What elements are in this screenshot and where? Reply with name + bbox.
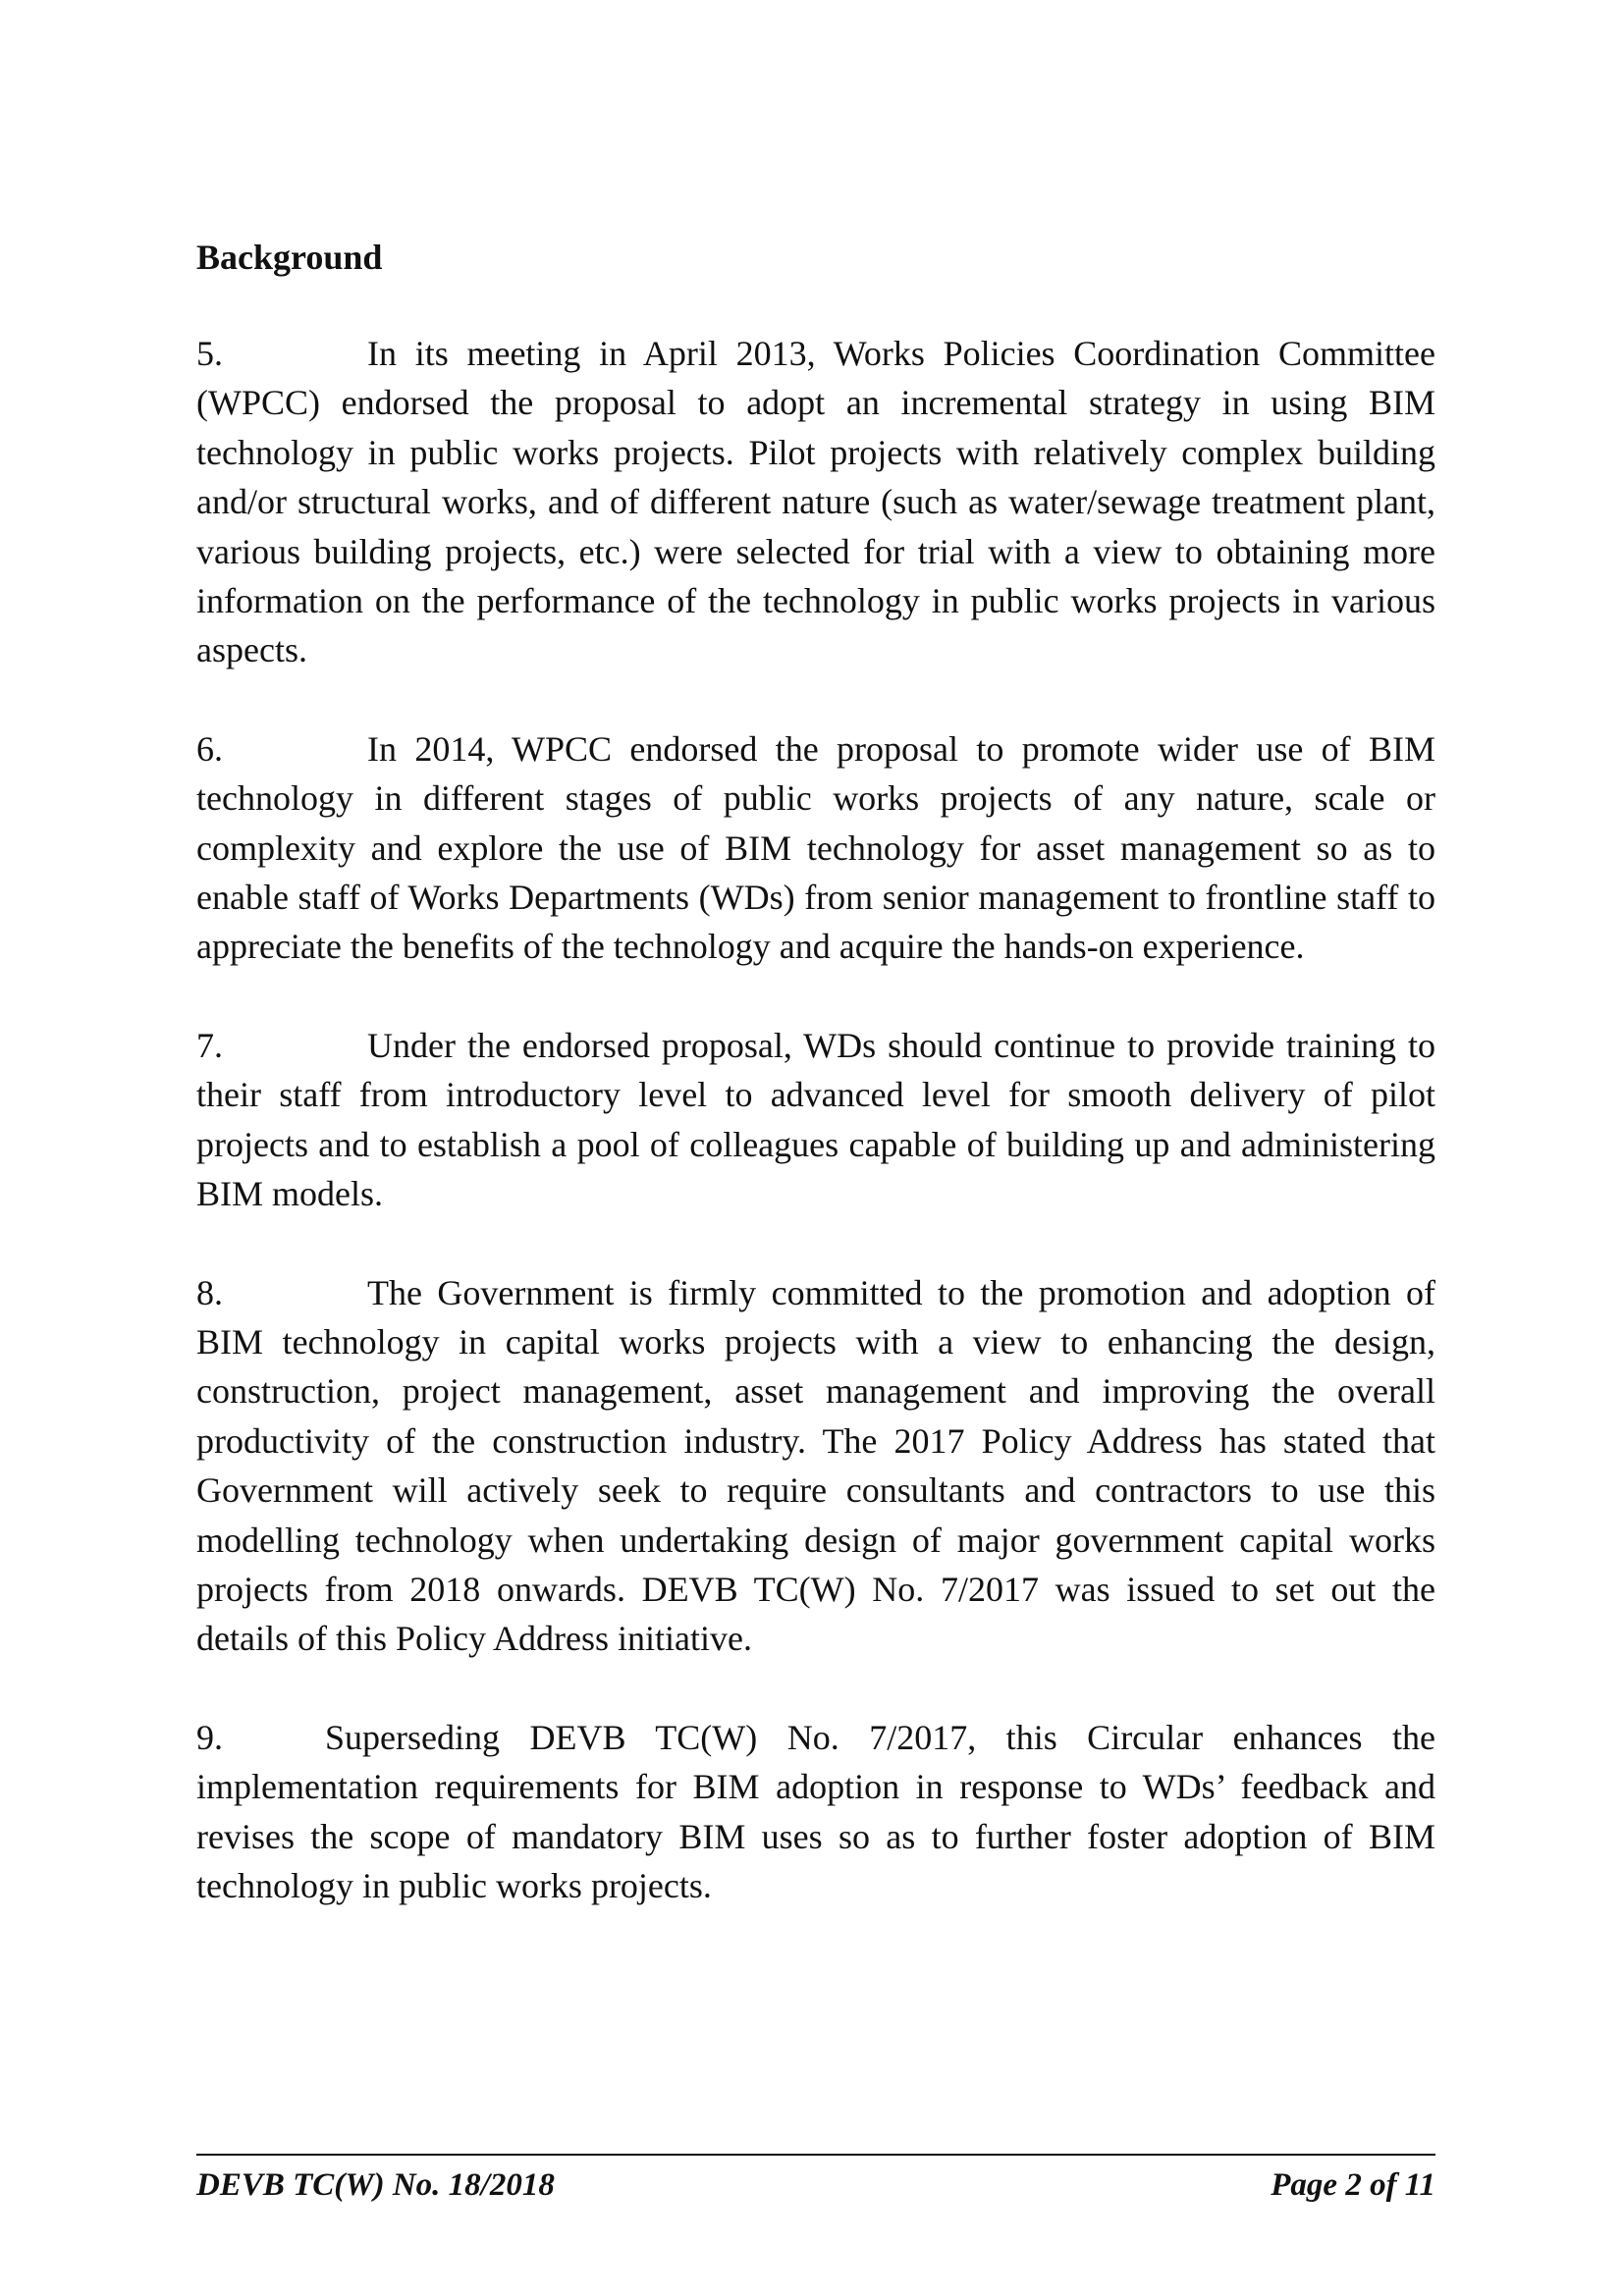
- paragraph-text: In 2014, WPCC endorsed the proposal to promote wider use of BIM technology in different stages of public works projects of any nature, scale or complexity and explore the use of BIM technology for asset management so as to enable staff of Works Departments (WDs) from senior management to frontline staff to appreciate the benefits of the technology and acquire the hands-on experience.: [196, 728, 1435, 967]
- page-footer: [196, 2154, 1435, 2207]
- footer-document-ref: DEVB TC(W) No. 18/2018: [196, 2167, 555, 2203]
- paragraph-8: [196, 1268, 1435, 1664]
- paragraph-7: [196, 1021, 1435, 1219]
- paragraph-number: 5.: [196, 334, 223, 373]
- section-heading: Background: [196, 238, 383, 277]
- paragraph-number: 6.: [196, 728, 223, 769]
- paragraph-text: Superseding DEVB TC(W) No. 7/2017, this Circular enhances the implementation requirements for BIM adoption in response to WDs’ feedback and revises the scope of mandatory BIM uses so as to further foster adoption of BIM technology in public works projects.: [196, 1717, 1435, 1905]
- paragraph-number: 9.: [196, 1717, 223, 1757]
- paragraph-number: 7.: [196, 1025, 223, 1065]
- footer-page-number: Page 2 of 11: [1271, 2167, 1435, 2203]
- paragraph-text: In its meeting in April 2013, Works Policies Coordination Committee (WPCC) endorsed the proposal to adopt an incremental strategy in using BIM technology in public works projects. Pilot projects with relatively complex building and/or structural works, and of different nature (such as water/sewage treatment plant, various building projects, etc.) were selected for trial with a view to obtaining more information on the performance of the technology in public works projects in various aspects.: [196, 334, 1435, 670]
- paragraph-number: 8.: [196, 1272, 223, 1312]
- paragraph-9: [196, 1713, 1435, 1911]
- paragraph-5: [196, 329, 1435, 675]
- page-body: [196, 233, 1435, 1959]
- paragraph-6: [196, 724, 1435, 972]
- paragraph-text: The Government is firmly committed to the promotion and adoption of BIM technology in capital works projects with a view to enhancing the design, construction, project management, asset management and improving the overall productivity of the construction industry. The 2017 Policy Address has stated that Government will actively seek to require consultants and contractors to use this modelling technology when undertaking design of major government capital works projects from 2018 onwards. DEVB TC(W) No. 7/2017 was issued to set out the details of this Policy Address initiative.: [196, 1272, 1435, 1659]
- paragraph-text: Under the endorsed proposal, WDs should continue to provide training to their staff from introductory level to advanced level for smooth delivery of pilot projects and to establish a pool of colleagues capable of building up and administering BIM models.: [196, 1025, 1435, 1214]
